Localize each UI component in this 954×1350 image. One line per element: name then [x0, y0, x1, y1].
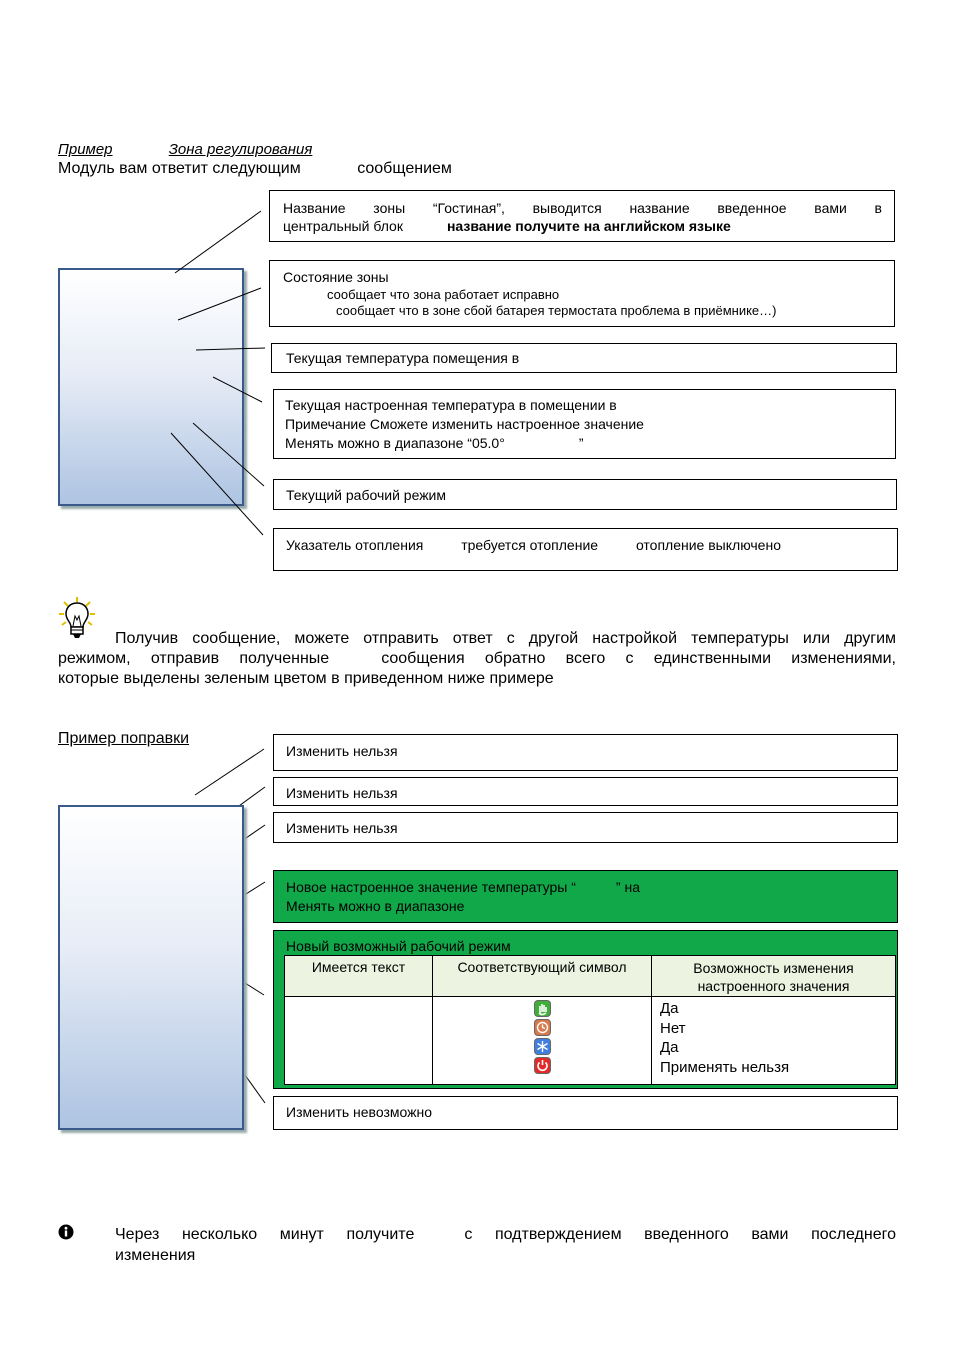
cannot-change-3-text: Изменить нельзя	[286, 820, 398, 836]
zone-name-line2b: название получите на английском языке	[446, 218, 731, 234]
tip-line1: Получив сообщение, можете отправить ответ с другой настройкой температуры или другим	[115, 630, 896, 647]
header-change: Возможность изменения настроенного значения	[652, 956, 896, 997]
footer-line1a: Через несколько минут получите	[115, 1226, 415, 1243]
heating-required: требуется отопление	[461, 537, 599, 553]
header-symbol: Соответствующий символ	[433, 956, 652, 997]
cannot-change-1-text: Изменить нельзя	[286, 743, 398, 759]
new-mode-title: Новый возможный рабочий режим	[286, 938, 511, 954]
set-temp-line3b: ”	[578, 435, 584, 451]
change-hand: Да	[660, 1000, 679, 1017]
power-icon	[534, 1057, 551, 1074]
cannot-change-mode	[273, 1096, 898, 1130]
set-temp-line1: Текущая настроенная температура в помещении в	[285, 397, 617, 413]
set-temp-line3a: Менять можно в диапазоне “05.0°	[285, 435, 505, 451]
new-temp-text-a: Новое настроенное значение температуры “	[286, 879, 576, 895]
text-cell	[285, 997, 433, 1085]
zone-state-title: Состояние зоны	[283, 269, 389, 285]
set-temp-line2: Примечание Сможете изменить настроенное значение	[285, 416, 644, 432]
zone-name-line2a: центральный блок	[283, 218, 403, 234]
footer-line1b: с подтверждением введенного вами последнего	[464, 1226, 897, 1243]
cannot-change-mode-text: Изменить невозможно	[286, 1104, 433, 1120]
correction-example-title: Пример поправки	[58, 730, 190, 747]
symbol-cell	[433, 997, 652, 1085]
hand-icon	[534, 1000, 551, 1017]
header-text: Имеется текст	[285, 956, 433, 997]
new-temp-text-b: ” на	[615, 879, 640, 895]
zone-state-fail: сообщает что в зоне сбой батарея термостата проблема в приёмнике…)	[336, 303, 777, 318]
change-snowflake: Да	[660, 1039, 679, 1056]
heating-indicator: Указатель отопления	[286, 537, 424, 553]
tip-line2b: сообщения обратно всего с единственными изменениями,	[381, 650, 896, 667]
zone-name-line1: Название зоны “Гостиная”, выводится название введенное вами в	[283, 200, 882, 216]
example-label: Пример	[58, 141, 113, 158]
cannot-change-2-text: Изменить нельзя	[286, 785, 398, 801]
intro-text-b: сообщением	[357, 160, 452, 177]
footer-paragraph	[115, 1224, 896, 1266]
tip-line3: которые выделены зеленым цветом в приведенном ниже примере	[58, 670, 554, 687]
modes-table	[284, 955, 896, 1085]
intro-text-a: Модуль вам ответит следующим	[58, 160, 301, 177]
cannot-change-3	[273, 812, 898, 843]
cannot-change-2	[273, 777, 898, 806]
phone-screen-2	[58, 805, 244, 1130]
new-temp-range: Менять можно в диапазоне	[286, 898, 465, 914]
current-temp-text: Текущая температура помещения в	[286, 350, 520, 366]
change-clock: Нет	[660, 1019, 686, 1037]
cannot-change-1	[273, 734, 898, 771]
mode-text: Текущий рабочий режим	[286, 487, 447, 503]
example-zone: Зона регулирования	[168, 141, 313, 158]
clock-icon	[534, 1019, 551, 1036]
change-power: Применять нельзя	[660, 1058, 790, 1076]
new-temp-callout	[273, 870, 898, 923]
snowflake-icon	[534, 1038, 551, 1055]
heating-off: отопление выключено	[635, 537, 781, 553]
tip-paragraph	[58, 629, 896, 689]
footer-line2: изменения	[115, 1247, 196, 1264]
zone-state-ok: сообщает что зона работает исправно	[327, 287, 560, 302]
change-cell	[652, 997, 896, 1085]
tip-line2a: режимом, отправив полученные	[58, 650, 330, 667]
info-icon	[58, 1224, 74, 1240]
